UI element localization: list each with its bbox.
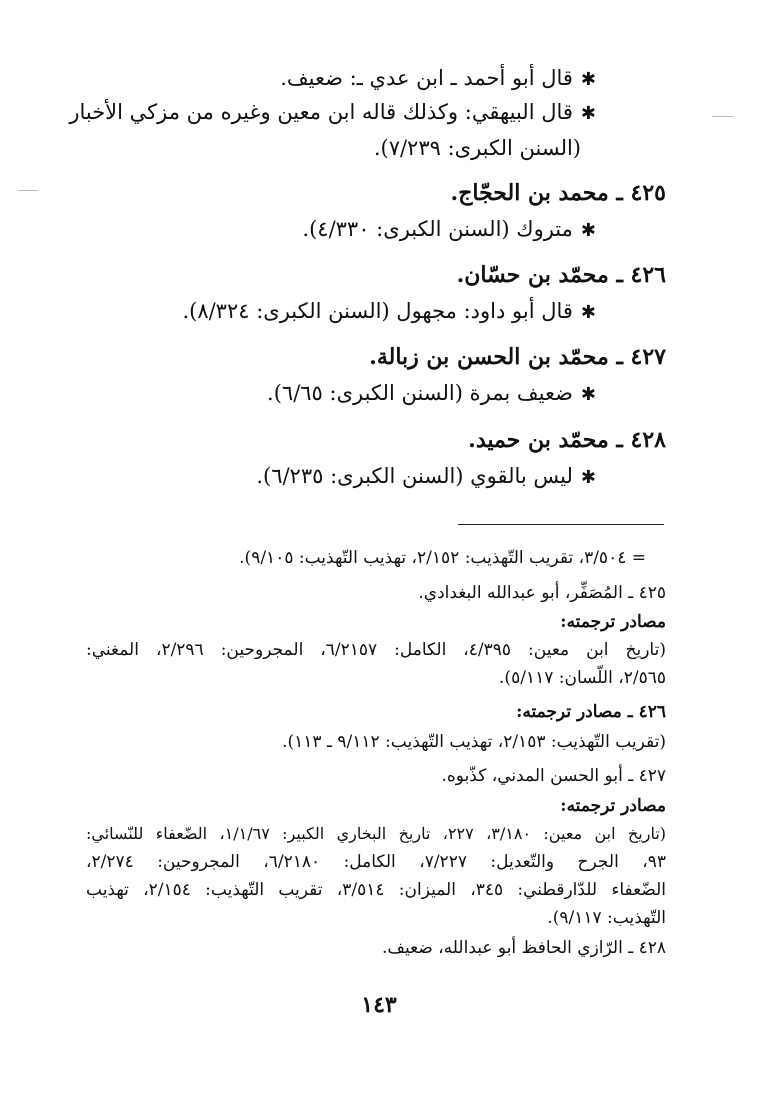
text-line: ✱متروك (السنن الكبرى: ٤/٣٣٠). [302,217,596,241]
footnote-subheading: ٤٢٦ ـ مصادر ترجمته: [516,702,666,722]
footnote-line: ٤٢٧ ـ أبو الحسن المدني، كذّبوه. [441,766,666,786]
entry-heading-426: ٤٢٦ ـ محمّد بن حسّان. [456,262,666,288]
asterisk-bullet-icon: ✱ [580,467,596,488]
footnote-subheading: مصادر ترجمته: [560,612,666,632]
asterisk-bullet-icon: ✱ [580,302,596,323]
entry-heading-427: ٤٢٧ ـ محمّد بن الحسن بن زبالة. [369,344,666,370]
entry-heading-428: ٤٢٨ ـ محمّد بن حميد. [468,427,666,453]
footnote-separator [458,524,664,525]
margin-mark [712,116,734,117]
footnote-line: = ٣/٥٠٤، تقريب التّهذيب: ٢/١٥٢، تهذيب التّهذيب: ٩/١٠٥). [239,548,646,568]
asterisk-bullet-icon: ✱ [580,384,596,405]
footnote-line: الضّعفاء للدّارقطني: ٣٤٥، الميزان: ٣/٥١٤، تقريب التّهذيب: ٢/١٥٤، تهذيب [86,880,666,900]
footnote-line: ٢/٥٦٥، اللّسان: ٥/١١٧). [499,668,666,688]
text-line: ✱قال أبو داود: مجهول (السنن الكبرى: ٨/٣٢٤). [182,299,596,323]
footnote-line: (تاريخ ابن معين: ٤/٣٩٥، الكامل: ٦/٢١٥٧، المجروحين: ٢/٢٩٦، المغني: [86,640,666,660]
text-line: ✱ضعيف بمرة (السنن الكبرى: ٦/٦٥). [267,381,596,405]
entry-heading-425: ٤٢٥ ـ محمد بن الحجّاج. [450,180,666,206]
footnote-line: ٤٢٥ ـ المُصَفِّر، أبو عبدالله البغدادي. [418,583,666,603]
footnote-subheading: مصادر ترجمته: [560,796,666,816]
asterisk-bullet-icon: ✱ [580,69,596,90]
footnote-line: ٤٢٨ ـ الرّازي الحافظ أبو عبدالله، ضعيف. [382,938,666,958]
footnote-line: ٩٣، الجرح والتّعديل: ٧/٢٢٧، الكامل: ٦/٢١٨٠، المجروحين: ٢/٢٧٤، [86,852,666,872]
text-line: ✱ليس بالقوي (السنن الكبرى: ٦/٢٣٥). [256,464,596,488]
margin-mark [18,190,38,191]
footnote-line: (تقريب التّهذيب: ٢/١٥٣، تهذيب التّهذيب: ٩/١١٢ ـ ١١٣). [282,732,666,752]
asterisk-bullet-icon: ✱ [580,220,596,241]
text-line: (السنن الكبرى: ٧/٢٣٩). [373,136,581,160]
footnote-line: التّهذيب: ٩/١١٧). [547,908,666,928]
page-number: ١٤٣ [361,992,397,1018]
text-line: ✱قال أبو أحمد ـ ابن عدي ـ: ضعيف. [280,66,596,90]
text-line: ✱قال البيهقي: وكذلك قاله ابن معين وغيره من مزكي الأخبار [69,100,596,124]
asterisk-bullet-icon: ✱ [580,103,596,124]
footnote-line: (تاريخ ابن معين: ٣/١٨٠، ٢٢٧، تاريخ البخاري الكبير: ١/١/٦٧، الضّعفاء للنّسائي: [86,824,667,843]
